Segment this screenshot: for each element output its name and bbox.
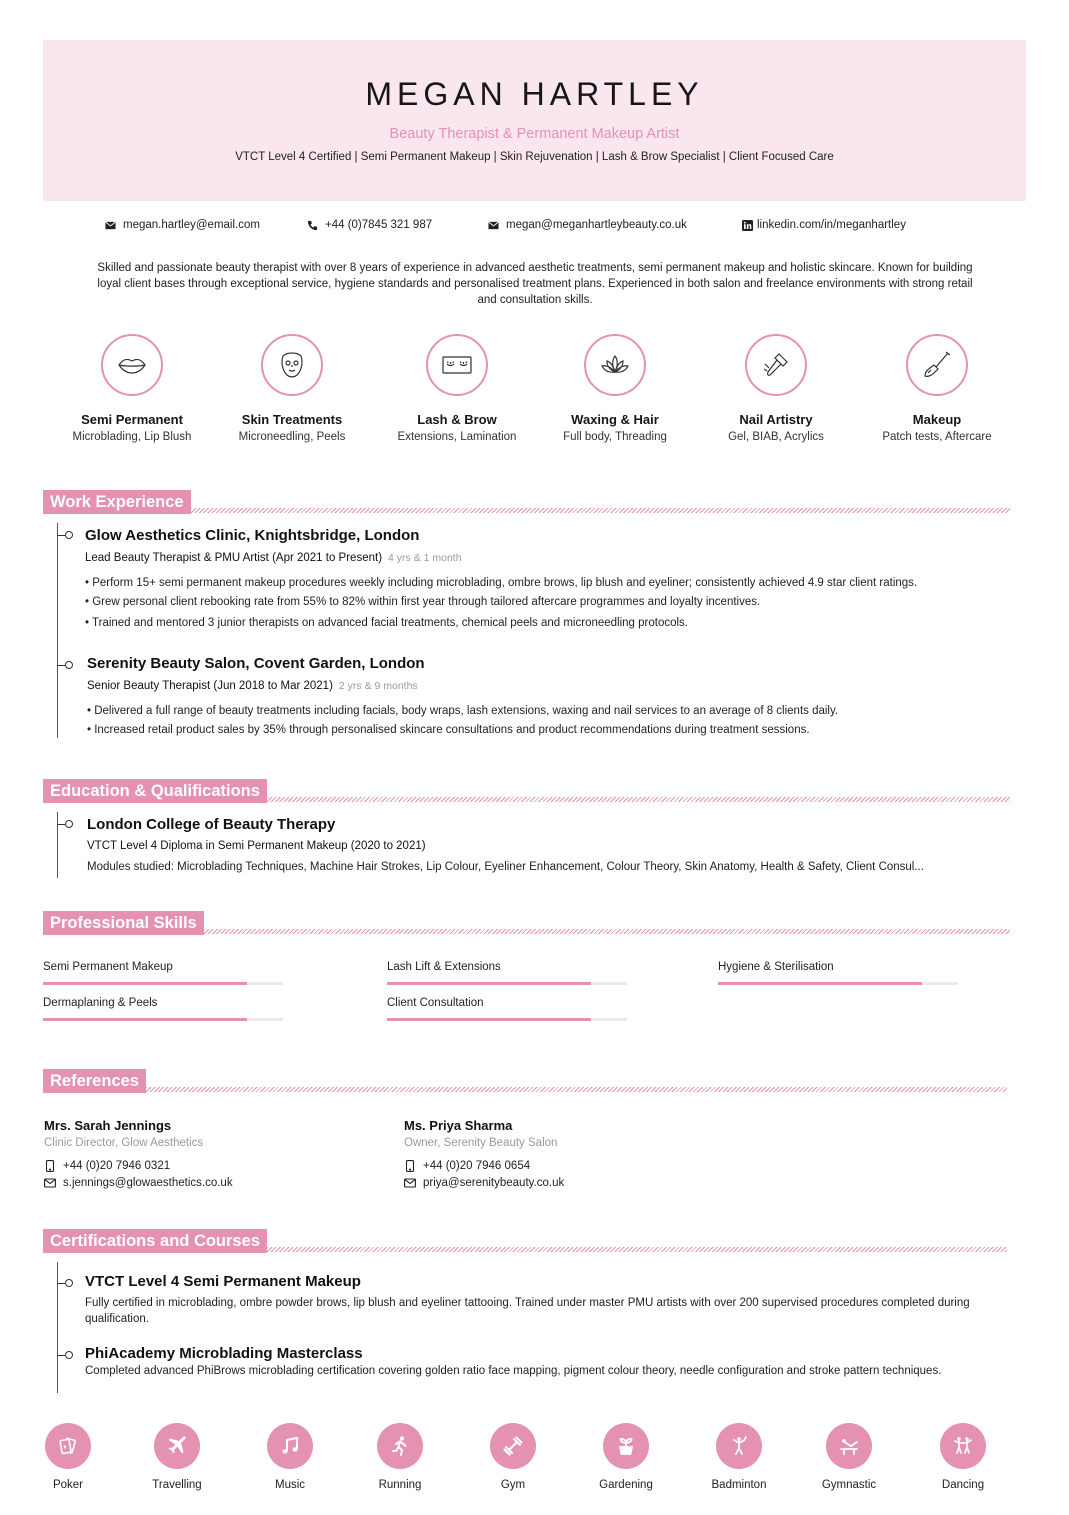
section-divider [191, 508, 1010, 513]
reference-phone[interactable] [44, 1160, 233, 1172]
lips-icon [115, 348, 149, 382]
header-band [43, 40, 1026, 201]
music-note-icon [278, 1434, 302, 1458]
hobby-label: Dancing [941, 1479, 985, 1491]
job-bullet: • Trained and mentored 3 junior therapists on advanced facial treatments, chemical peels and microneedling protocols. [85, 617, 689, 629]
timeline-line [57, 1262, 58, 1393]
reference-email-text: priya@serenitybeauty.co.uk [423, 1177, 565, 1189]
reference-role: Owner, Serenity Beauty Salon [404, 1137, 558, 1149]
job-bullet: • Delivered a full range of beauty treatments including facials, body wraps, lash extensions, waxing and nail services to an average of 8 clients daily. [87, 705, 839, 717]
job-bullet: • Perform 15+ semi permanent makeup procedures weekly including microblading, ombre brows, lip blush and eyeliner; consistently achieved 4.9 star client ratings. [85, 577, 918, 589]
job-role: Senior Beauty Therapist (Jun 2018 to Mar 2021) [87, 680, 333, 692]
skill-bar [43, 1018, 283, 1021]
contact-phone-text: +44 (0)7845 321 987 [325, 219, 433, 231]
skill-level [718, 982, 922, 985]
section-divider [267, 797, 1010, 802]
envelope-outline-icon [44, 1177, 56, 1189]
service-title: Lash & Brow [417, 412, 497, 427]
mobile-phone-icon [404, 1160, 416, 1172]
badminton-player-icon [727, 1434, 751, 1458]
job-duration: 2 yrs & 9 months [338, 680, 418, 692]
service-makeup [852, 334, 1022, 443]
job-title: Serenity Beauty Salon, Covent Garden, London [87, 655, 425, 672]
job-subtitle [85, 552, 462, 564]
hobby-label: Gym [500, 1479, 526, 1491]
service-title: Skin Treatments [241, 412, 343, 427]
certification-description: Completed advanced PhiBrows microblading certification covering golden ratio face mapping, pigment colour theory, needle configuration and stroke pattern techniques. [85, 1365, 942, 1377]
reference-email-text: s.jennings@glowaesthetics.co.uk [63, 1177, 233, 1189]
skill-level [43, 1018, 247, 1021]
skill-level [43, 982, 247, 985]
contact-email[interactable] [105, 219, 260, 231]
section-work-experience [43, 490, 1010, 514]
envelope-icon [105, 220, 116, 231]
skill-name: Hygiene & Sterilisation [718, 961, 834, 973]
job-subtitle [87, 680, 418, 692]
skill-name: Semi Permanent Makeup [43, 961, 173, 973]
reference-phone-text: +44 (0)20 7946 0321 [63, 1160, 171, 1172]
skill-name: Client Consultation [387, 997, 484, 1009]
reference-name: Mrs. Sarah Jennings [44, 1118, 172, 1133]
hobby-label: Running [378, 1479, 422, 1491]
hobby-poker [13, 1423, 123, 1491]
timeline-line [57, 812, 58, 878]
job-title: Glow Aesthetics Clinic, Knightsbridge, London [85, 527, 420, 544]
certification-title: VTCT Level 4 Semi Permanent Makeup [85, 1273, 361, 1290]
job-bullet: • Grew personal client rebooking rate from 55% to 82% within first year through tailored aftercare programmes and loyalty incentives. [85, 596, 761, 608]
hobby-gardening [571, 1423, 681, 1491]
playing-cards-icon [56, 1434, 80, 1458]
reference-phone[interactable] [404, 1160, 564, 1172]
service-subtitle: Full body, Threading [563, 431, 667, 443]
section-divider [204, 929, 1010, 934]
hobby-dancing [908, 1423, 1018, 1491]
service-waxing-hair [530, 334, 700, 443]
mobile-phone-icon [44, 1160, 56, 1172]
contact-phone[interactable] [307, 219, 432, 231]
candidate-name: MEGAN HARTLEY [365, 76, 704, 112]
section-certifications [43, 1229, 1007, 1253]
hobby-label: Gymnastic [821, 1479, 877, 1491]
nail-polish-icon [759, 348, 793, 382]
section-title: References [43, 1069, 146, 1093]
certification-description: qualification. [85, 1313, 149, 1325]
skill-item [43, 997, 283, 1021]
timeline-dot [65, 820, 73, 828]
skill-bar [387, 982, 627, 985]
skill-bar [43, 982, 283, 985]
skill-item [718, 961, 958, 985]
hobby-running [345, 1423, 455, 1491]
hobby-gymnastic [794, 1423, 904, 1491]
profile-summary: Skilled and passionate beauty therapist with over 8 years of experience in advanced aesthetic treatments, semi permanent makeup and holistic skincare. Known for building loyal client bases through exceptional service, hygiene standards and personalised treatment plans. Experienced in both salon and freelance environments with strong retail and consultation skills. [97, 262, 973, 306]
reference-phone-text: +44 (0)20 7946 0654 [423, 1160, 531, 1172]
candidate-role: Beauty Therapist & Permanent Makeup Artist [389, 126, 680, 142]
service-skin-treatments [207, 334, 377, 443]
service-lash-brow [372, 334, 542, 443]
hobby-label: Poker [52, 1479, 84, 1491]
modules-studied: Modules studied: Microblading Techniques, Machine Hair Strokes, Lip Colour, Eyeliner Enhancement, Colour Theory, Skin Anatomy, Health & Safety, Client Consul... [87, 861, 924, 873]
hobby-label: Travelling [152, 1479, 202, 1491]
skill-level [387, 982, 591, 985]
hobby-label: Gardening [599, 1479, 653, 1491]
hobby-badminton [684, 1423, 794, 1491]
reference-card [44, 1118, 233, 1189]
reference-email[interactable] [404, 1177, 564, 1189]
skill-bar [718, 982, 958, 985]
header-tags: VTCT Level 4 Certified | Semi Permanent Makeup | Skin Rejuvenation | Lash & Brow Specialist | Client Focused Care [235, 151, 834, 163]
service-title: Nail Artistry [739, 412, 813, 427]
dancers-icon [951, 1434, 975, 1458]
school-name: London College of Beauty Therapy [87, 816, 336, 833]
lotus-icon [598, 348, 632, 382]
contact-email-2-text: megan@meganhartleybeauty.co.uk [506, 219, 687, 231]
service-subtitle: Microblading, Lip Blush [72, 431, 192, 443]
hobby-label: Music [274, 1479, 306, 1491]
section-title: Work Experience [43, 490, 191, 514]
reference-card [404, 1118, 564, 1189]
timeline-dot [65, 661, 73, 669]
service-title: Makeup [912, 412, 962, 427]
section-title: Education & Qualifications [43, 779, 267, 803]
phone-icon [307, 220, 318, 231]
runner-icon [388, 1434, 412, 1458]
contact-email-2[interactable] [488, 219, 687, 231]
service-subtitle: Microneedling, Peels [238, 431, 346, 443]
service-title: Waxing & Hair [571, 412, 659, 427]
section-references [43, 1069, 1007, 1093]
gymnast-icon [837, 1434, 861, 1458]
dumbbell-icon [501, 1434, 525, 1458]
timeline-line [57, 523, 58, 738]
reference-email[interactable] [44, 1177, 233, 1189]
job-bullet: • Increased retail product sales by 35% through personalised skincare consultations and product recommendations during treatment sessions. [87, 724, 810, 736]
eyelash-icon [440, 348, 474, 382]
skill-bar [387, 1018, 627, 1021]
timeline-dot [65, 531, 73, 539]
hobby-gym [458, 1423, 568, 1491]
skill-name: Dermaplaning & Peels [43, 997, 158, 1009]
section-divider [267, 1247, 1007, 1252]
reference-role: Clinic Director, Glow Aesthetics [44, 1137, 204, 1149]
service-title: Semi Permanent [81, 412, 183, 427]
linkedin-icon [742, 220, 753, 231]
section-title: Certifications and Courses [43, 1229, 267, 1253]
skill-item [387, 961, 627, 985]
certification-title: PhiAcademy Microblading Masterclass [85, 1345, 363, 1362]
makeup-brush-icon [920, 348, 954, 382]
certification-description: Fully certified in microblading, ombre powder brows, lip blush and eyeliner tattooing. Trained under master PMU artists with over 200 supervised procedures completed during [85, 1297, 970, 1309]
section-title: Professional Skills [43, 911, 204, 935]
reference-name: Ms. Priya Sharma [404, 1118, 513, 1133]
service-subtitle: Patch tests, Aftercare [882, 431, 992, 443]
service-subtitle: Extensions, Lamination [397, 431, 517, 443]
contact-email-text: megan.hartley@email.com [123, 219, 260, 231]
section-skills [43, 911, 1010, 935]
skill-name: Lash Lift & Extensions [387, 961, 501, 973]
section-education [43, 779, 1010, 803]
contact-linkedin-text: linkedin.com/in/meganhartley [757, 219, 906, 231]
service-semi-permanent [47, 334, 217, 443]
hobby-label: Badminton [711, 1479, 767, 1491]
section-divider [146, 1087, 1007, 1092]
skill-level [387, 1018, 591, 1021]
skill-item [43, 961, 283, 985]
hobby-music [235, 1423, 345, 1491]
service-nail-artistry [691, 334, 861, 443]
timeline-dot [65, 1351, 73, 1359]
timeline-dot [65, 1279, 73, 1287]
skill-item [387, 997, 627, 1021]
job-duration: 4 yrs & 1 month [388, 552, 462, 564]
service-subtitle: Gel, BIAB, Acrylics [728, 431, 824, 443]
face-mask-icon [275, 348, 309, 382]
contact-linkedin[interactable] [742, 219, 906, 231]
envelope-outline-icon [404, 1177, 416, 1189]
airplane-icon [165, 1434, 189, 1458]
qualification: VTCT Level 4 Diploma in Semi Permanent Makeup (2020 to 2021) [87, 840, 426, 852]
envelope-icon [488, 220, 499, 231]
plant-pot-icon [614, 1434, 638, 1458]
hobby-travelling [122, 1423, 232, 1491]
job-role: Lead Beauty Therapist & PMU Artist (Apr 2021 to Present) [85, 552, 383, 564]
